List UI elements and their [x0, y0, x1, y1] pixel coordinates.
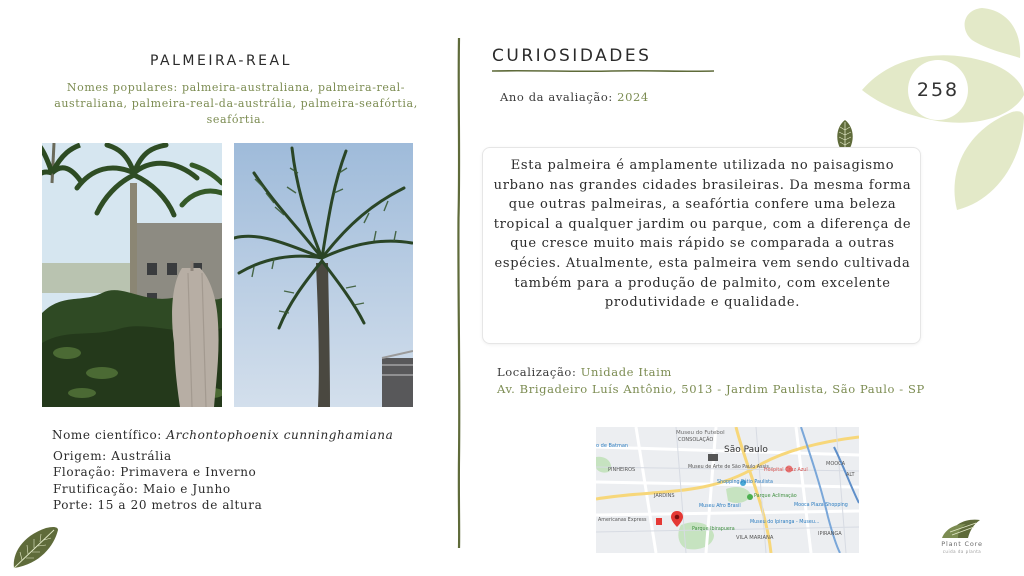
fact-label: Frutificação:	[53, 482, 139, 496]
map-label: Hospital Cruz Azul	[764, 468, 808, 473]
column-divider	[454, 38, 464, 548]
heading-underline	[492, 68, 714, 74]
map-label: PINHEIROS	[608, 467, 636, 473]
fact-label: Porte:	[53, 498, 94, 512]
plant-core-logo-icon	[930, 514, 994, 554]
species-title: PALMEIRA-REAL	[150, 53, 292, 69]
scientific-name-line	[52, 428, 393, 442]
fact-value: Primavera e Inverno	[120, 465, 257, 479]
evaluation-year	[500, 90, 649, 104]
map-label: São Paulo	[724, 445, 768, 455]
map-label: Americanas Express	[598, 518, 647, 523]
map-label: Museu do Futebol	[676, 430, 725, 436]
year-value: 2024	[617, 90, 649, 104]
fact-value: Maio e Junho	[142, 482, 231, 496]
map-label: Museu do Ipiranga - Museu...	[750, 520, 820, 525]
fact-label: Floração:	[53, 465, 116, 479]
map-label: ALT	[846, 472, 855, 478]
map-label: Museu de Arte de São Paulo Assis...	[688, 465, 774, 470]
map-label: CONSOLAÇÃO	[678, 437, 714, 443]
location-unit-link[interactable]: Unidade Itaim	[580, 365, 672, 379]
fact-flowering	[53, 465, 256, 479]
map-label: Parque Ibirapuera	[692, 527, 735, 532]
map-label: MOOCA	[826, 461, 846, 467]
location-address: Av. Brigadeiro Luís Antônio, 5013 - Jardim Paulista, São Paulo - SP	[497, 382, 925, 396]
popular-names-value: palmeira-australiana, palmeira-real-australiana, palmeira-real-da-austrália, palmeira-seafórtia, seafórtia.	[54, 81, 418, 126]
curiosities-heading: CURIOSIDADES	[492, 46, 652, 66]
leaf-corner-icon	[10, 524, 60, 570]
location-line	[497, 365, 672, 379]
map-label: VILA MARIANA	[736, 535, 774, 541]
map-label: Mooca Plaza Shopping	[794, 503, 848, 508]
map-label: JARDINS	[654, 493, 675, 499]
fact-value: Austrália	[111, 449, 172, 463]
year-label: Ano da avaliação:	[500, 90, 613, 104]
scientific-name: Archontophoenix cunninghamiana	[166, 428, 394, 442]
curiosity-card	[482, 147, 921, 344]
curiosity-text: Esta palmeira é amplamente utilizada no paisagismo urbano nas grandes cidades brasileiras. Da mesma forma que outras palmeiras, a seafórtia confere uma beleza tropical a qualquer jardim ou parque, com a diferença de que cresce muito mais rápido se comparada a outras espécies. Atualmente, esta palmeira vem sendo cultivada também para a produção de palmito, com excelente produtividade e qualidade.	[493, 158, 912, 311]
popular-names	[40, 80, 432, 128]
palm-photo-sky	[234, 143, 413, 407]
fact-fruiting	[53, 482, 231, 496]
map-label: Museu Afro Brasil	[699, 504, 741, 509]
page-number-badge: 258	[916, 79, 960, 101]
fact-value: 15 a 20 metros de altura	[97, 498, 263, 512]
logo-name: Plant Core	[941, 540, 983, 548]
location-label: Localização:	[497, 365, 577, 379]
fact-origin	[53, 449, 172, 463]
map-label: IPIRANGA	[818, 531, 842, 537]
map-label: o de Batman	[596, 443, 629, 449]
location-map[interactable]	[596, 427, 859, 553]
popular-names-label: Nomes populares:	[66, 81, 178, 94]
map-label: Shopping Pátio Paulista	[717, 480, 773, 485]
scientific-name-label: Nome científico:	[52, 428, 162, 442]
palm-photo-building	[42, 143, 222, 407]
fact-label: Origem:	[53, 449, 107, 463]
fact-size	[53, 498, 262, 512]
map-label: Parque Aclimação	[754, 494, 797, 499]
logo-tagline: cuida da planta	[942, 549, 982, 554]
